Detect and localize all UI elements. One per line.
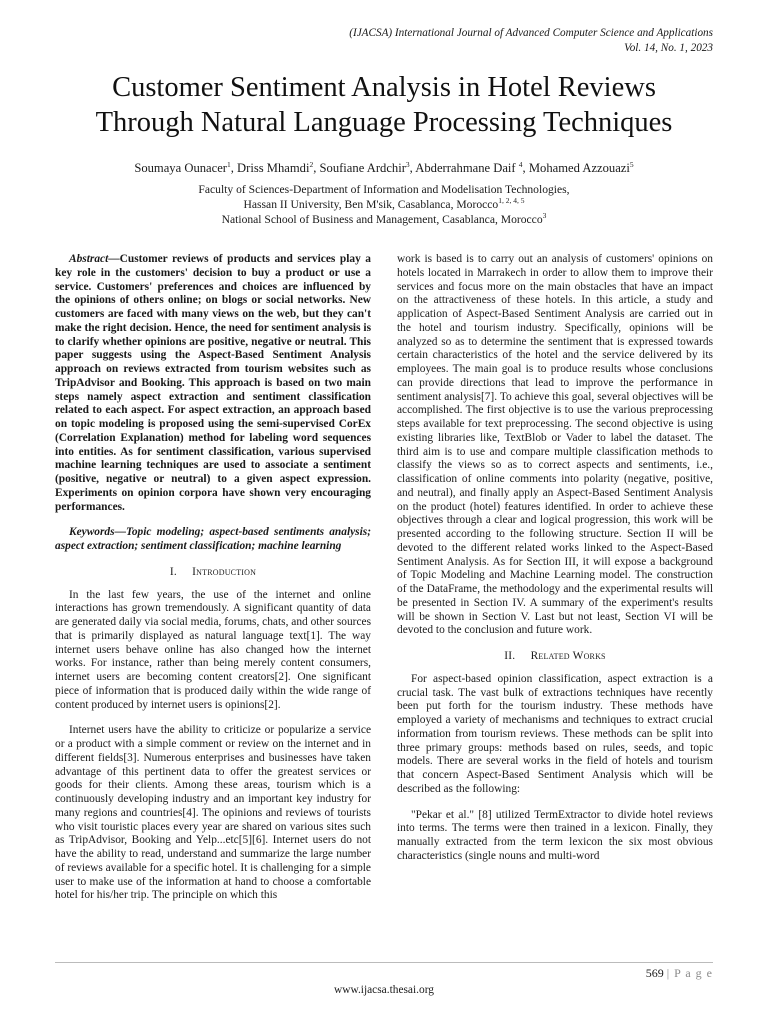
author-affil-mark: 5	[629, 159, 634, 169]
paper-title	[0, 70, 768, 140]
abstract-label: Abstract	[69, 253, 109, 265]
author-affil-mark: 2	[309, 159, 314, 169]
body-paragraph: work is based is to carry out an analysis of customers' opinions on hotels located in Marrakech in order to allow them to improve their services and focus more on the main obstacles that have an impact on the attractiveness of these hotels. In this article, a study and application of Aspect-Based Sentiment Analysis are carried out in the hotel and tourism industry. Specifically, opinions will be analyzed so as to determine the sentiment that is expressed towards certain characteristics of the hotel and the service delivered by its employees. The main goal is to produce results whose conclusions can provide directions that lead to improve the performance in sentiment analysis[7]. To achieve this goal, several objectives will be accomplished. The first objective is to use the various preprocessing steps available for text preprocessing. The second objective is using existing libraries like, TextBlob or Vader to label the dataset. The third aim is to use and compare multiple classification methods to classify the views so as to correct aspects and sentiments, i.e., classification of online comments into polarity (negative, positive, and neutral), and finally apply an Aspect-Based Sentiment Analysis on the product (hotel) features identified. In order to achieve these objectives through a clear and logical progression, this work will be presented according to the following structure. Section II will be devoted to the different related works linked to the Aspect-Based Sentiment Analysis. As for Section III, it will expose a background of Topic Modeling and Machine Learning model. The construction of the DataFrame, the methodology and the experimental results will be presented in Section IV. A summary of the experiment's results will be shown in Section V. Last but not least, Section VI will be devoted to the conclusion and future work.	[397, 253, 713, 637]
affiliation-line: Faculty of Sciences-Department of Information and Modelisation Technologies,	[198, 183, 570, 196]
right-column	[397, 253, 713, 864]
keywords: Keywords—Topic modeling; aspect-based sentiments analysis; aspect extraction; sentiment classification; machine learning	[55, 526, 371, 552]
title-line-2: Through Natural Language Processing Techniques	[95, 107, 673, 138]
body-paragraph: "Pekar et al." [8] utilized TermExtractor to divide hotel reviews into terms. The terms were then trained in a lexicon. Finally, they manually extracted from the term lexicon the six most obvious characteristics (single nouns and multi-word	[397, 808, 713, 862]
body-paragraph: Internet users have the ability to criticize or popularize a service or a product with a simple comment or review on the internet and in different fields[3]. Numerous enterprises and businesses have taken advantage of this pertinent data to offer the greatest services or goods for their clients. Among these areas, tourism which is a continuously developing industry and an important key industry for many regions and countries[4]. The opinions and reviews of tourists who visit touristic places every year are shared on various sites such as TripAdvisor, Booking and Yelp...etc[5][6]. Internet users do not have the ability to read, understand and summarize the large number of reviews available for a specific hotel. It is challenging for a simple user to make use of the information at hand to choose a comfortable hotel for his/her trip. The principle on which this	[55, 724, 371, 902]
affiliation-line: National School of Business and Management, Casablanca, Morocco$^3$	[221, 211, 547, 226]
affiliations	[0, 182, 768, 227]
title-line-1: Customer Sentiment Analysis in Hotel Reviews	[112, 72, 656, 103]
author-affil-mark: 4	[518, 159, 523, 169]
author-name: Mohamed Azzouazi	[528, 161, 630, 175]
section-heading: I. Introduction	[169, 565, 257, 578]
body-paragraph: For aspect-based opinion classification, aspect extraction is a crucial task. The vast bulk of extractions techniques have recently been put forth for the tourism industry. These methods have employed a variety of mechanisms and techniques to extract crucial information from tourism reviews. These methods can be split into three primary groups: methods based on rules, seeds, and topic models. There are several works in the field of hotels and tourism that concern Aspect-Based Sentiment Analysis which will be described as the following:	[397, 672, 713, 795]
left-column	[55, 253, 371, 903]
abstract-text: —Customer reviews of products and services play a key role in the customers' decision to buy a product or use a service. Customers' preferences and choices are influenced by the opinions of others online; on blogs or social networks. New customers are faced with many views on the web, but they can't make the right decision. Hence, the need for sentiment analysis is to clarify whether opinions are positive, negative or neutral. This paper suggests using the Aspect-Based Sentiment Analysis approach on reviews extracted from tourism websites such as TripAdvisor and Booking. This approach is based on two main steps namely aspect extraction and sentiment classification related to each aspect. For aspect extraction, an approach based on topic modeling is proposed using the semi-supervised CorEx (Correlation Explanation) method for labeling word sequences into entities. As for sentiment classification, various supervised machine learning techniques are used to associate a sentiment (positive, negative or neutral) to a given aspect expression. Experiments on opinion corpora have shown very encouraging performances.	[55, 253, 371, 513]
body-paragraph: In the last few years, the use of the internet and online interactions has grown tremendously. A significant quantity of data are generated daily via social media, forums, chats, and other sources that is primarily displayed as natural language text[1]. The way internet users behave online has also changed how the internet works. For instance, rather than being merely content consumers, internet users are becoming content creators[2]. One significant piece of information that is produced daily within the wide range of content produced by internet users is opinions[2].	[55, 588, 371, 711]
author-name: Soufiane Ardchir	[319, 161, 406, 175]
author-affil-mark: 1	[227, 159, 231, 169]
page-number: 569 | P a g e	[645, 966, 713, 980]
author-name: Abderrahmane Daif	[415, 161, 516, 175]
section-heading: II. Related Works	[504, 650, 606, 662]
journal-name: (IJACSA) International Journal of Advanced Computer Science and Applications	[349, 27, 713, 39]
journal-volume: Vol. 14, No. 1, 2023	[624, 41, 713, 54]
journal-header	[349, 26, 713, 55]
footer-url: www.ijacsa.thesai.org	[334, 984, 434, 996]
author-name: Driss Mhamdi	[237, 161, 310, 175]
author-name: Soumaya Ounacer	[134, 161, 227, 175]
abstract	[55, 253, 371, 514]
author-affil-mark: 3	[405, 159, 410, 169]
author-list: Soumaya Ounacer$^1$, Driss Mhamdi$^2$, Soufiane Ardchir$^3$, Abderrahmane Daif $^4$, Mohamed Azzouazi$^5$	[134, 159, 634, 175]
footer-divider	[55, 962, 713, 963]
affiliation-line: Hassan II University, Ben M'sik, Casablanca, Morocco$^{1, 2, 4, 5}$	[243, 196, 525, 211]
